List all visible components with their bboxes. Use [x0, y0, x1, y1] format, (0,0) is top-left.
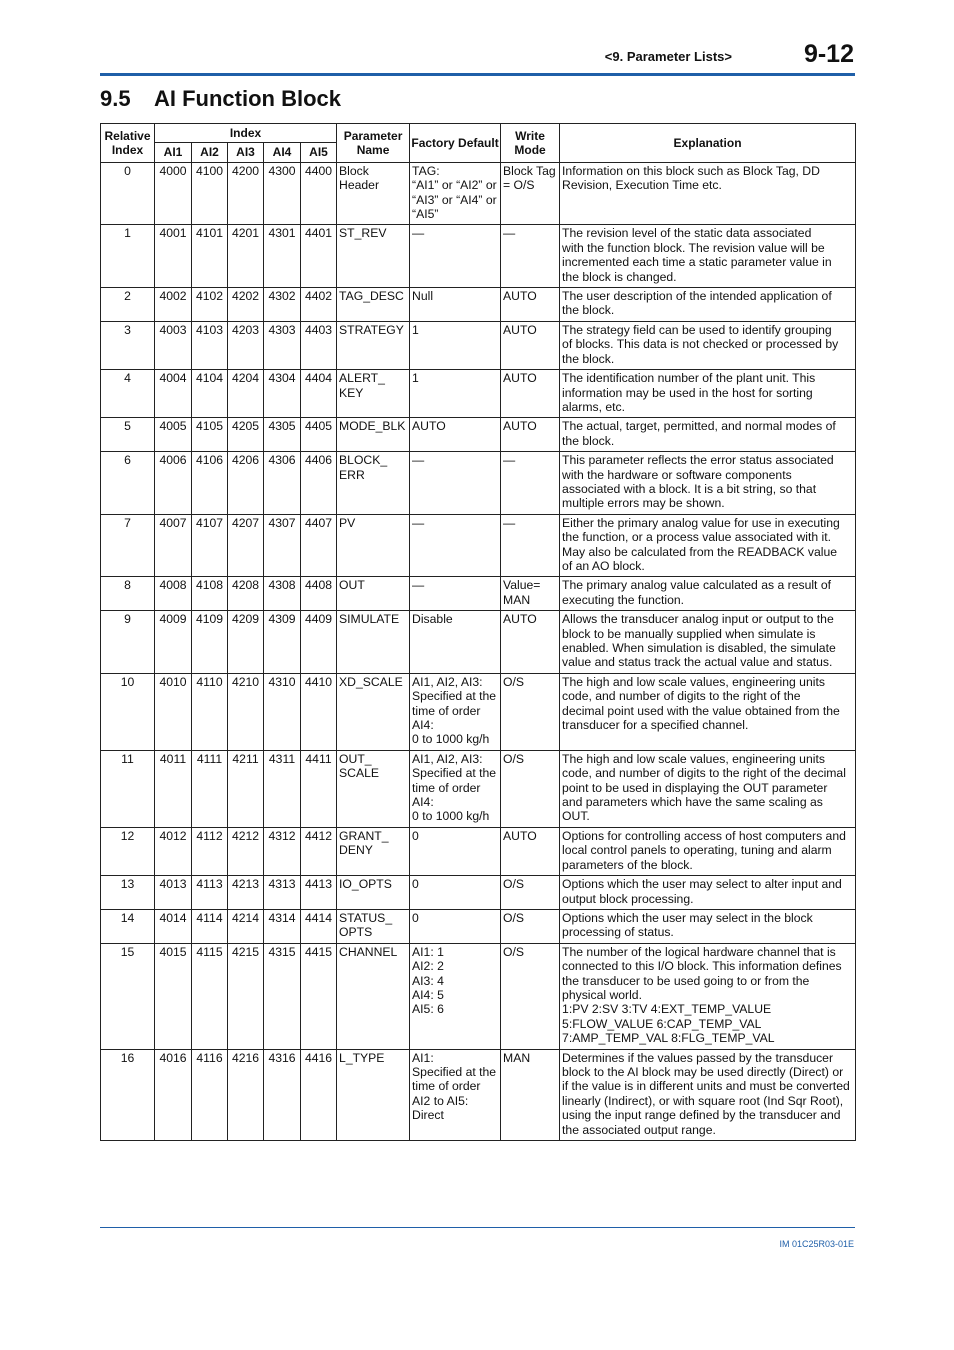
index-ai2-cell: 4105 — [192, 418, 228, 452]
index-ai1-cell: 4001 — [155, 225, 192, 288]
index-ai4-cell: 4302 — [264, 288, 301, 322]
write-mode-cell: Block Tag = O/S — [501, 162, 560, 225]
relative-index-cell: 1 — [101, 225, 155, 288]
index-ai3-cell: 4207 — [228, 514, 264, 577]
index-ai3-cell: 4216 — [228, 1049, 264, 1140]
section-heading: <9. Parameter Lists> — [604, 49, 732, 64]
index-ai3-cell: 4208 — [228, 577, 264, 611]
explanation-cell: Either the primary analog value for use in executing the function, or a process value associated with it. May also be calculated from the READBACK value of an AO block. — [560, 514, 856, 577]
index-ai4-cell: 4304 — [264, 370, 301, 418]
index-ai5-cell: 4401 — [301, 225, 337, 288]
table-body — [101, 162, 856, 1140]
explanation-cell: Options which the user may select to alter input and output block processing. — [560, 876, 856, 910]
header-parameter-name: Parameter Name — [337, 124, 410, 163]
index-ai4-cell: 4316 — [264, 1049, 301, 1140]
table-row — [101, 909, 856, 943]
relative-index-cell: 0 — [101, 162, 155, 225]
index-ai1-cell: 4015 — [155, 943, 192, 1049]
write-mode-cell: AUTO — [501, 321, 560, 369]
index-ai2-cell: 4111 — [192, 750, 228, 827]
index-ai4-cell: 4307 — [264, 514, 301, 577]
parameter-name-cell: L_TYPE — [337, 1049, 410, 1140]
index-ai1-cell: 4008 — [155, 577, 192, 611]
index-ai4-cell: 4313 — [264, 876, 301, 910]
parameter-name-cell: BLOCK_ ERR — [337, 452, 410, 515]
index-ai1-cell: 4007 — [155, 514, 192, 577]
index-ai1-cell: 4014 — [155, 909, 192, 943]
index-ai4-cell: 4301 — [264, 225, 301, 288]
index-ai3-cell: 4205 — [228, 418, 264, 452]
index-ai5-cell: 4405 — [301, 418, 337, 452]
factory-default-cell: AI1, AI2, AI3: Specified at the time of order AI4: 0 to 1000 kg/h — [410, 673, 501, 750]
table-row — [101, 418, 856, 452]
table-row — [101, 577, 856, 611]
table-row — [101, 673, 856, 750]
relative-index-cell: 2 — [101, 288, 155, 322]
index-ai4-cell: 4306 — [264, 452, 301, 515]
index-ai3-cell: 4202 — [228, 288, 264, 322]
index-ai1-cell: 4000 — [155, 162, 192, 225]
parameter-name-cell: STATUS_ OPTS — [337, 909, 410, 943]
index-ai1-cell: 4010 — [155, 673, 192, 750]
write-mode-cell: AUTO — [501, 418, 560, 452]
factory-default-cell: TAG: “AI1” or “AI2” or “AI3” or “AI4” or “AI5” — [410, 162, 501, 225]
factory-default-cell: AI1: Specified at the time of order AI2 to AI5: Direct — [410, 1049, 501, 1140]
parameter-name-cell: CHANNEL — [337, 943, 410, 1049]
index-ai2-cell: 4102 — [192, 288, 228, 322]
relative-index-cell: 8 — [101, 577, 155, 611]
factory-default-cell: — — [410, 225, 501, 288]
explanation-cell: The strategy field can be used to identify grouping of blocks. This data is not checked or processed by the block. — [560, 321, 856, 369]
index-ai5-cell: 4408 — [301, 577, 337, 611]
explanation-cell: Information on this block such as Block Tag, DD Revision, Execution Time etc. — [560, 162, 856, 225]
header-ai3: AI3 — [228, 143, 264, 162]
write-mode-cell: Value= MAN — [501, 577, 560, 611]
relative-index-cell: 7 — [101, 514, 155, 577]
index-ai1-cell: 4016 — [155, 1049, 192, 1140]
relative-index-cell: 9 — [101, 611, 155, 674]
explanation-cell: The high and low scale values, engineering units code, and number of digits to the right of the decimal point used with the value obtained from the transducer for a specified channel. — [560, 673, 856, 750]
index-ai2-cell: 4107 — [192, 514, 228, 577]
explanation-cell: The high and low scale values, engineering units code, and number of digits to the right of the decimal point to be used in displaying the OUT parameter and parameters which have the same scaling as OUT. — [560, 750, 856, 827]
factory-default-cell: — — [410, 452, 501, 515]
index-ai2-cell: 4113 — [192, 876, 228, 910]
index-ai1-cell: 4003 — [155, 321, 192, 369]
write-mode-cell: O/S — [501, 943, 560, 1049]
index-ai4-cell: 4308 — [264, 577, 301, 611]
relative-index-cell: 16 — [101, 1049, 155, 1140]
table-row — [101, 1049, 856, 1140]
factory-default-cell: AI1: 1 AI2: 2 AI3: 4 AI4: 5 AI5: 6 — [410, 943, 501, 1049]
index-ai2-cell: 4110 — [192, 673, 228, 750]
index-ai3-cell: 4211 — [228, 750, 264, 827]
index-ai5-cell: 4412 — [301, 827, 337, 875]
index-ai4-cell: 4314 — [264, 909, 301, 943]
index-ai2-cell: 4106 — [192, 452, 228, 515]
header-ai4: AI4 — [264, 143, 301, 162]
factory-default-cell: AUTO — [410, 418, 501, 452]
index-ai1-cell: 4011 — [155, 750, 192, 827]
index-ai1-cell: 4012 — [155, 827, 192, 875]
index-ai2-cell: 4101 — [192, 225, 228, 288]
explanation-cell: The revision level of the static data associated with the function block. The revision value will be incremented each time a static parameter value in the block is changed. — [560, 225, 856, 288]
index-ai5-cell: 4414 — [301, 909, 337, 943]
header-rule — [100, 73, 855, 76]
index-ai1-cell: 4004 — [155, 370, 192, 418]
index-ai2-cell: 4108 — [192, 577, 228, 611]
index-ai4-cell: 4315 — [264, 943, 301, 1049]
index-ai1-cell: 4006 — [155, 452, 192, 515]
parameter-name-cell: MODE_BLK — [337, 418, 410, 452]
parameter-table — [100, 123, 856, 1141]
index-ai3-cell: 4201 — [228, 225, 264, 288]
index-ai4-cell: 4311 — [264, 750, 301, 827]
factory-default-cell: AI1, AI2, AI3: Specified at the time of order AI4: 0 to 1000 kg/h — [410, 750, 501, 827]
factory-default-cell: 1 — [410, 321, 501, 369]
parameter-name-cell: PV — [337, 514, 410, 577]
relative-index-cell: 13 — [101, 876, 155, 910]
table-row — [101, 876, 856, 910]
index-ai5-cell: 4409 — [301, 611, 337, 674]
table-row — [101, 943, 856, 1049]
header-explanation: Explanation — [560, 124, 856, 163]
index-ai5-cell: 4411 — [301, 750, 337, 827]
relative-index-cell: 3 — [101, 321, 155, 369]
header-factory-default: Factory Default — [410, 124, 501, 163]
header-relative-index: Relative Index — [101, 124, 155, 163]
parameter-name-cell: SIMULATE — [337, 611, 410, 674]
write-mode-cell: — — [501, 225, 560, 288]
header-ai2: AI2 — [192, 143, 228, 162]
write-mode-cell: O/S — [501, 909, 560, 943]
index-ai3-cell: 4210 — [228, 673, 264, 750]
index-ai4-cell: 4303 — [264, 321, 301, 369]
explanation-cell: The primary analog value calculated as a result of executing the function. — [560, 577, 856, 611]
explanation-cell: The identification number of the plant unit. This information may be used in the host for sorting alarms, etc. — [560, 370, 856, 418]
index-ai5-cell: 4406 — [301, 452, 337, 515]
index-ai5-cell: 4402 — [301, 288, 337, 322]
relative-index-cell: 6 — [101, 452, 155, 515]
parameter-name-cell: Block Header — [337, 162, 410, 225]
factory-default-cell: Disable — [410, 611, 501, 674]
index-ai5-cell: 4404 — [301, 370, 337, 418]
explanation-cell: Determines if the values passed by the transducer block to the AI block may be used directly (Direct) or if the value is in different units and must be converted linearly (Indirect), or with square root (Ind Sqr Root), using the input range defined by the transducer and the associated output range. — [560, 1049, 856, 1140]
write-mode-cell: O/S — [501, 876, 560, 910]
explanation-cell: Options which the user may select in the block processing of status. — [560, 909, 856, 943]
index-ai5-cell: 4415 — [301, 943, 337, 1049]
factory-default-cell: — — [410, 514, 501, 577]
index-ai4-cell: 4309 — [264, 611, 301, 674]
factory-default-cell: Null — [410, 288, 501, 322]
factory-default-cell: — — [410, 577, 501, 611]
write-mode-cell: — — [501, 452, 560, 515]
index-ai5-cell: 4410 — [301, 673, 337, 750]
parameter-name-cell: OUT_ SCALE — [337, 750, 410, 827]
page-number: 9-12 — [803, 40, 854, 68]
table-row — [101, 452, 856, 515]
parameter-name-cell: ALERT_ KEY — [337, 370, 410, 418]
write-mode-cell: AUTO — [501, 288, 560, 322]
index-ai2-cell: 4116 — [192, 1049, 228, 1140]
table-row — [101, 750, 856, 827]
write-mode-cell: AUTO — [501, 827, 560, 875]
relative-index-cell: 5 — [101, 418, 155, 452]
index-ai1-cell: 4013 — [155, 876, 192, 910]
explanation-cell: This parameter reflects the error status associated with the hardware or software components associated with a block. It is a bit string, so that multiple errors may be shown. — [560, 452, 856, 515]
title-number: 9.5 — [100, 86, 131, 111]
parameter-name-cell: GRANT_ DENY — [337, 827, 410, 875]
explanation-cell: Options for controlling access of host computers and local control panels to operating, tuning and alarm parameters of the block. — [560, 827, 856, 875]
index-ai2-cell: 4112 — [192, 827, 228, 875]
parameter-name-cell: STRATEGY — [337, 321, 410, 369]
explanation-cell: The user description of the intended application of the block. — [560, 288, 856, 322]
index-ai3-cell: 4204 — [228, 370, 264, 418]
header-index: Index — [155, 124, 337, 143]
index-ai1-cell: 4002 — [155, 288, 192, 322]
table-row — [101, 611, 856, 674]
index-ai5-cell: 4403 — [301, 321, 337, 369]
index-ai3-cell: 4215 — [228, 943, 264, 1049]
parameter-name-cell: XD_SCALE — [337, 673, 410, 750]
index-ai5-cell: 4416 — [301, 1049, 337, 1140]
relative-index-cell: 14 — [101, 909, 155, 943]
index-ai5-cell: 4413 — [301, 876, 337, 910]
index-ai2-cell: 4114 — [192, 909, 228, 943]
factory-default-cell: 0 — [410, 909, 501, 943]
table-row — [101, 288, 856, 322]
write-mode-cell: — — [501, 514, 560, 577]
index-ai2-cell: 4100 — [192, 162, 228, 225]
index-ai2-cell: 4109 — [192, 611, 228, 674]
index-ai3-cell: 4213 — [228, 876, 264, 910]
index-ai4-cell: 4305 — [264, 418, 301, 452]
table-row — [101, 514, 856, 577]
table-row — [101, 321, 856, 369]
index-ai3-cell: 4203 — [228, 321, 264, 369]
index-ai3-cell: 4212 — [228, 827, 264, 875]
index-ai3-cell: 4206 — [228, 452, 264, 515]
header-ai1: AI1 — [155, 143, 192, 162]
relative-index-cell: 15 — [101, 943, 155, 1049]
table-row — [101, 827, 856, 875]
index-ai1-cell: 4009 — [155, 611, 192, 674]
index-ai4-cell: 4300 — [264, 162, 301, 225]
write-mode-cell: AUTO — [501, 611, 560, 674]
index-ai5-cell: 4407 — [301, 514, 337, 577]
index-ai4-cell: 4310 — [264, 673, 301, 750]
index-ai3-cell: 4214 — [228, 909, 264, 943]
parameter-name-cell: TAG_DESC — [337, 288, 410, 322]
parameter-name-cell: OUT — [337, 577, 410, 611]
table-row — [101, 370, 856, 418]
table-row — [101, 162, 856, 225]
index-ai2-cell: 4104 — [192, 370, 228, 418]
footer-rule — [100, 1227, 855, 1228]
parameter-name-cell: ST_REV — [337, 225, 410, 288]
write-mode-cell: O/S — [501, 750, 560, 827]
index-ai4-cell: 4312 — [264, 827, 301, 875]
relative-index-cell: 11 — [101, 750, 155, 827]
index-ai5-cell: 4400 — [301, 162, 337, 225]
header-ai5: AI5 — [301, 143, 337, 162]
header-write-mode: Write Mode — [501, 124, 560, 163]
write-mode-cell: MAN — [501, 1049, 560, 1140]
parameter-name-cell: IO_OPTS — [337, 876, 410, 910]
title-text: AI Function Block — [154, 86, 341, 111]
write-mode-cell: O/S — [501, 673, 560, 750]
document-id: IM 01C25R03-01E — [779, 1239, 854, 1249]
index-ai1-cell: 4005 — [155, 418, 192, 452]
relative-index-cell: 10 — [101, 673, 155, 750]
relative-index-cell: 4 — [101, 370, 155, 418]
factory-default-cell: 0 — [410, 876, 501, 910]
index-ai3-cell: 4209 — [228, 611, 264, 674]
index-ai3-cell: 4200 — [228, 162, 264, 225]
explanation-cell: Allows the transducer analog input or output to the block to be manually supplied when simulate is enabled. When simulation is disabled, the simulate value and status track the actual value and status. — [560, 611, 856, 674]
factory-default-cell: 1 — [410, 370, 501, 418]
explanation-cell: The actual, target, permitted, and normal modes of the block. — [560, 418, 856, 452]
index-ai2-cell: 4115 — [192, 943, 228, 1049]
write-mode-cell: AUTO — [501, 370, 560, 418]
table-row — [101, 225, 856, 288]
index-ai2-cell: 4103 — [192, 321, 228, 369]
page-title — [100, 86, 341, 112]
factory-default-cell: 0 — [410, 827, 501, 875]
relative-index-cell: 12 — [101, 827, 155, 875]
explanation-cell: The number of the logical hardware channel that is connected to this I/O block. This information defines the transducer to be used going to or from the physical world. 1:PV 2:SV 3:TV 4:EXT_TEMP_VALUE 5:FLOW_VALUE 6:CAP_TEMP_VAL 7:AMP_TEMP_VAL 8:FLG_TEMP_VAL — [560, 943, 856, 1049]
